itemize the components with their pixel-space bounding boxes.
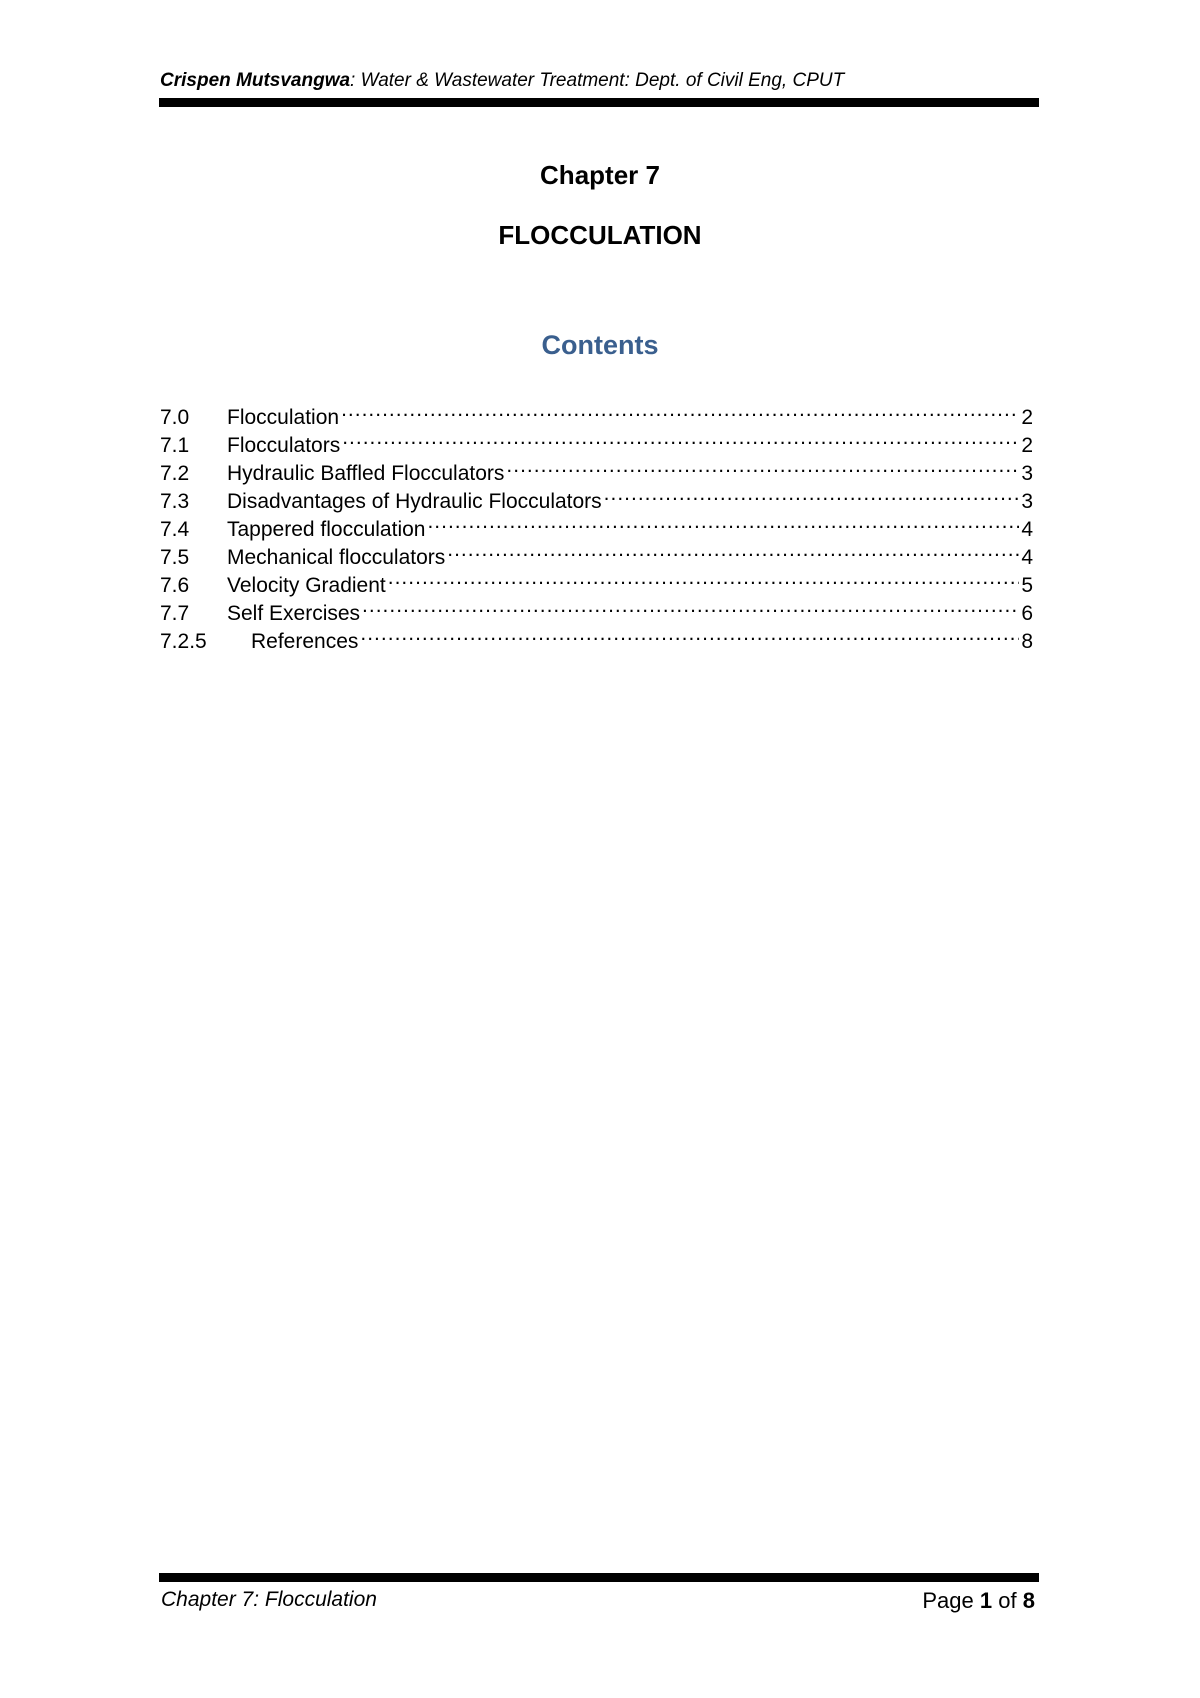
toc-number: 7.2	[160, 462, 190, 485]
running-header	[160, 70, 1040, 93]
toc-page-number[interactable]: 6	[1021, 602, 1033, 625]
toc-title[interactable]: Disadvantages of Hydraulic Flocculators	[227, 490, 602, 513]
toc-page-number[interactable]: 3	[1021, 490, 1033, 513]
toc-page-number[interactable]: 8	[1021, 630, 1033, 653]
toc-title[interactable]: References	[251, 630, 359, 653]
chapter-subtitle: FLOCCULATION	[498, 220, 702, 250]
footer-page-indicator	[922, 1588, 1035, 1614]
toc-page-number[interactable]: 2	[1021, 434, 1033, 457]
toc-dot-leader	[342, 424, 1019, 452]
toc-dot-leader	[341, 396, 1019, 424]
footer-chapter-label: Chapter 7: Flocculation	[161, 1588, 377, 1611]
toc-number: 7.1	[160, 434, 190, 457]
toc-number: 7.0	[160, 406, 190, 429]
header-rule	[159, 98, 1039, 107]
toc-title[interactable]: Flocculation	[227, 406, 340, 429]
toc-title[interactable]: Tappered flocculation	[227, 518, 426, 541]
footer-of-word: of	[998, 1588, 1017, 1613]
toc-number: 7.7	[160, 602, 190, 625]
toc-number: 7.5	[160, 546, 190, 569]
toc-page-number[interactable]: 3	[1021, 462, 1033, 485]
toc-dot-leader	[360, 620, 1019, 648]
header-author: Crispen Mutsvangwa	[160, 70, 351, 91]
toc-number: 7.3	[160, 490, 190, 513]
toc-title[interactable]: Flocculators	[227, 434, 341, 457]
footer-page-current: 1	[979, 1588, 993, 1613]
footer-page-total: 8	[1022, 1588, 1035, 1613]
toc-dot-leader	[506, 452, 1019, 480]
footer-page-word: Page	[922, 1588, 974, 1613]
toc-page-number[interactable]: 4	[1021, 518, 1033, 541]
toc-page-number[interactable]: 4	[1021, 546, 1033, 569]
toc-dot-leader	[388, 564, 1020, 592]
toc-dot-leader	[604, 480, 1020, 508]
toc-title[interactable]: Hydraulic Baffled Flocculators	[227, 462, 505, 485]
toc-page-number[interactable]: 5	[1021, 574, 1033, 597]
toc-number: 7.6	[160, 574, 190, 597]
toc-dot-leader	[362, 592, 1019, 620]
toc-dot-leader	[427, 508, 1019, 536]
toc-number: 7.4	[160, 518, 190, 541]
toc-page-number[interactable]: 2	[1021, 406, 1033, 429]
toc-title[interactable]: Mechanical flocculators	[227, 546, 446, 569]
toc-title[interactable]: Self Exercises	[227, 602, 361, 625]
table-of-contents	[160, 396, 1033, 653]
toc-title[interactable]: Velocity Gradient	[227, 574, 386, 597]
toc-entry-flocculation[interactable]	[160, 396, 1033, 429]
chapter-title: Chapter 7	[540, 160, 660, 190]
header-course: : Water & Wastewater Treatment: Dept. of Civil Eng, CPUT	[350, 70, 845, 91]
toc-number: 7.2.5	[160, 630, 207, 653]
contents-heading: Contents	[541, 330, 659, 360]
toc-dot-leader	[447, 536, 1019, 564]
footer-rule	[159, 1573, 1039, 1582]
